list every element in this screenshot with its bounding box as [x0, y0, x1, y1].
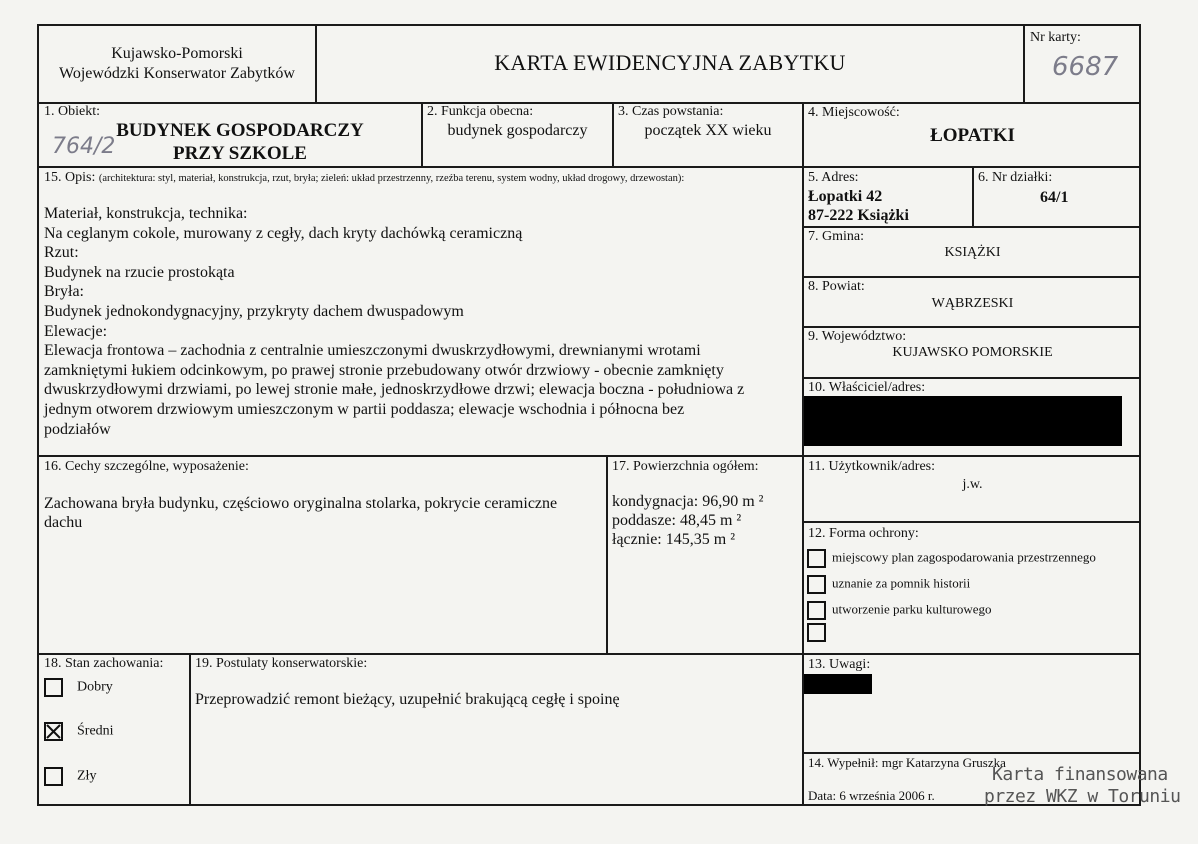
- uzytkownik-value: j.w.: [962, 477, 983, 492]
- wojewodztwo-label: 9. Województwo:: [808, 329, 907, 344]
- dzialka-value: 64/1: [1040, 189, 1069, 206]
- powierzchnia-line: poddasze: 48,45 m ²: [612, 512, 742, 529]
- forma-option-1[interactable]: [807, 549, 1096, 568]
- row2-bottom-line: [37, 166, 803, 168]
- stan-checkbox-sredni-checked[interactable]: [44, 722, 63, 741]
- obiekt-name-line2: PRZY SZKOLE: [173, 143, 307, 164]
- wypelnil-label: 14. Wypełnił: mgr Katarzyna Gruszka: [808, 755, 1006, 770]
- powiat-label: 8. Powiat:: [808, 279, 865, 294]
- obiekt-name-line1: BUDYNEK GOSPODARCZY: [116, 120, 364, 141]
- card-no-value: 6687: [1052, 52, 1119, 82]
- opis-line: Elewacja frontowa – zachodnia z centralnie umieszczonymi dwuskrzydłowymi, drewnianymi wrotami: [44, 342, 701, 360]
- wlasciciel-redaction: [804, 396, 1122, 446]
- forma-option-2-label: uznanie za pomnik historii: [832, 575, 971, 591]
- authority-name: [39, 44, 315, 84]
- right-line-10: [802, 455, 1141, 457]
- forma-checkbox-3[interactable]: [807, 601, 826, 620]
- opis-line: Budynek na rzucie prostokąta: [44, 263, 235, 281]
- obiekt-handwritten-note: 764/2: [52, 134, 116, 159]
- wlasciciel-label: 10. Właściciel/adres:: [808, 380, 926, 395]
- left-divider-18-19: [189, 653, 191, 806]
- dzialka-label: 6. Nr działki:: [978, 170, 1053, 185]
- wypelnil-date: Data: 6 września 2006 r.: [808, 788, 935, 803]
- stan-option-sredni[interactable]: [44, 722, 114, 741]
- header-divider-2: [1023, 24, 1025, 102]
- postulaty-value: Przeprowadzić remont bieżący, uzupełnić brakującą cegłę i spoinę: [195, 691, 620, 708]
- right-line-8: [802, 326, 1141, 328]
- opis-line: Elewacje:: [44, 322, 108, 340]
- opis-line: Rzut:: [44, 244, 79, 262]
- opis-hint: (architektura: styl, materiał, konstrukcja, rzut, bryła; zieleń: układ przestrzenny, rzeźba terenu, system wodny, układ drogowy, drzewostan):: [98, 173, 685, 184]
- right-line-9: [802, 377, 1141, 379]
- miejscowosc-label: 4. Miejscowość:: [808, 105, 900, 120]
- forma-option-3-label: utworzenie parku kulturowego: [832, 601, 992, 617]
- opis-line: Budynek jednokondygnacyjny, przykryty dachem dwuspadowym: [44, 302, 464, 320]
- opis-body: [44, 204, 804, 439]
- obiekt-label: 1. Obiekt:: [44, 104, 100, 119]
- card-no-label: Nr karty:: [1030, 30, 1081, 45]
- left-line-16: [37, 653, 803, 655]
- opis-label-row: [44, 170, 800, 187]
- forma-checkbox-2[interactable]: [807, 575, 826, 594]
- right-line-7: [802, 276, 1141, 278]
- opis-line: dwuskrzydłowymi drzwiami, po lewej stronie małe, jednoskrzydłowe drzwi; elewacja boczna - południowa z: [44, 381, 745, 399]
- adres-label: 5. Adres:: [808, 170, 859, 185]
- funkcja-label: 2. Funkcja obecna:: [427, 104, 534, 119]
- stan-option-sredni-label: Średni: [77, 723, 114, 739]
- gmina-value: KSIĄŻKI: [944, 245, 1001, 260]
- powierzchnia-label: 17. Powierzchnia ogółem:: [612, 459, 759, 474]
- powiat-value: WĄBRZESKI: [931, 296, 1014, 311]
- gmina-label: 7. Gmina:: [808, 229, 864, 244]
- right-line-11: [802, 521, 1141, 523]
- cechy-label: 16. Cechy szczególne, wyposażenie:: [44, 459, 249, 474]
- stan-option-dobry[interactable]: [44, 678, 113, 697]
- left-divider-16-17: [606, 455, 608, 653]
- postulaty-label: 19. Postulaty konserwatorskie:: [195, 656, 368, 671]
- stan-option-zly-label: Zły: [77, 768, 97, 784]
- miejscowosc-value: ŁOPATKI: [930, 125, 1015, 146]
- opis-line: Materiał, konstrukcja, technika:: [44, 205, 248, 222]
- czas-value: początek XX wieku: [644, 122, 772, 139]
- funding-stamp-line1: Karta finansowana: [992, 764, 1168, 785]
- forma-option-1-label: miejscowy plan zagospodarowania przestrzennego: [832, 549, 1096, 565]
- form-title: KARTA EWIDENCYJNA ZABYTKU: [494, 50, 846, 75]
- right-line-5: [802, 226, 1141, 228]
- forma-option-2[interactable]: [807, 575, 970, 594]
- stan-option-zly[interactable]: [44, 767, 96, 786]
- forma-label: 12. Forma ochrony:: [808, 526, 919, 541]
- funding-stamp-line2: przez WKZ w Toruniu: [984, 786, 1181, 807]
- powierzchnia-values: [612, 492, 763, 549]
- powierzchnia-line: łącznie: 145,35 m ²: [612, 531, 735, 548]
- adres-line1: Łopatki 42: [808, 188, 883, 205]
- opis-line: zamkniętymi łukiem odcinkowym, po prawej stronie przebudowany otwór drzwiowy - obecnie zamknięty: [44, 361, 724, 379]
- forma-option-3[interactable]: [807, 601, 992, 620]
- authority-line1: Kujawsko-Pomorski: [111, 45, 243, 62]
- uzytkownik-label: 11. Użytkownik/adres:: [808, 459, 936, 474]
- funkcja-value: budynek gospodarczy: [447, 122, 588, 139]
- powierzchnia-line: kondygnacja: 96,90 m ²: [612, 493, 764, 510]
- stan-checkbox-dobry[interactable]: [44, 678, 63, 697]
- opis-line: podziałów: [44, 420, 111, 438]
- stan-option-dobry-label: Dobry: [77, 679, 113, 695]
- opis-line: Bryła:: [44, 283, 84, 301]
- right-line-13: [802, 752, 1141, 754]
- cechy-line1: Zachowana bryła budynku, częściowo oryginalna stolarka, pokrycie ceramiczne: [44, 495, 558, 512]
- opis-line: jednym otworem drzwiowym umieszczonym w partii poddasza; elewacje wschodnia i północna bez: [44, 400, 685, 418]
- uwagi-label: 13. Uwagi:: [808, 657, 871, 672]
- left-line-15: [37, 455, 803, 457]
- uwagi-redaction: [804, 674, 872, 694]
- forma-option-4[interactable]: [807, 623, 832, 642]
- opis-line: Na ceglanym cokole, murowany z cegły, dach kryty dachówką ceramiczną: [44, 224, 523, 242]
- adres-line2: 87-222 Książki: [808, 207, 909, 224]
- right-divider-5-6: [972, 166, 974, 226]
- stan-checkbox-zly[interactable]: [44, 767, 63, 786]
- opis-label: 15. Opis:: [44, 170, 96, 185]
- right-line-12: [802, 653, 1141, 655]
- forma-checkbox-1[interactable]: [807, 549, 826, 568]
- header-bottom-line: [37, 102, 1141, 104]
- forma-checkbox-4[interactable]: [807, 623, 826, 642]
- stan-label: 18. Stan zachowania:: [44, 656, 164, 671]
- authority-line2: Wojewódzki Konserwator Zabytków: [59, 65, 295, 82]
- cechy-line2: dachu: [44, 514, 83, 531]
- czas-label: 3. Czas powstania:: [618, 104, 724, 119]
- wojewodztwo-value: KUJAWSKO POMORSKIE: [892, 345, 1053, 360]
